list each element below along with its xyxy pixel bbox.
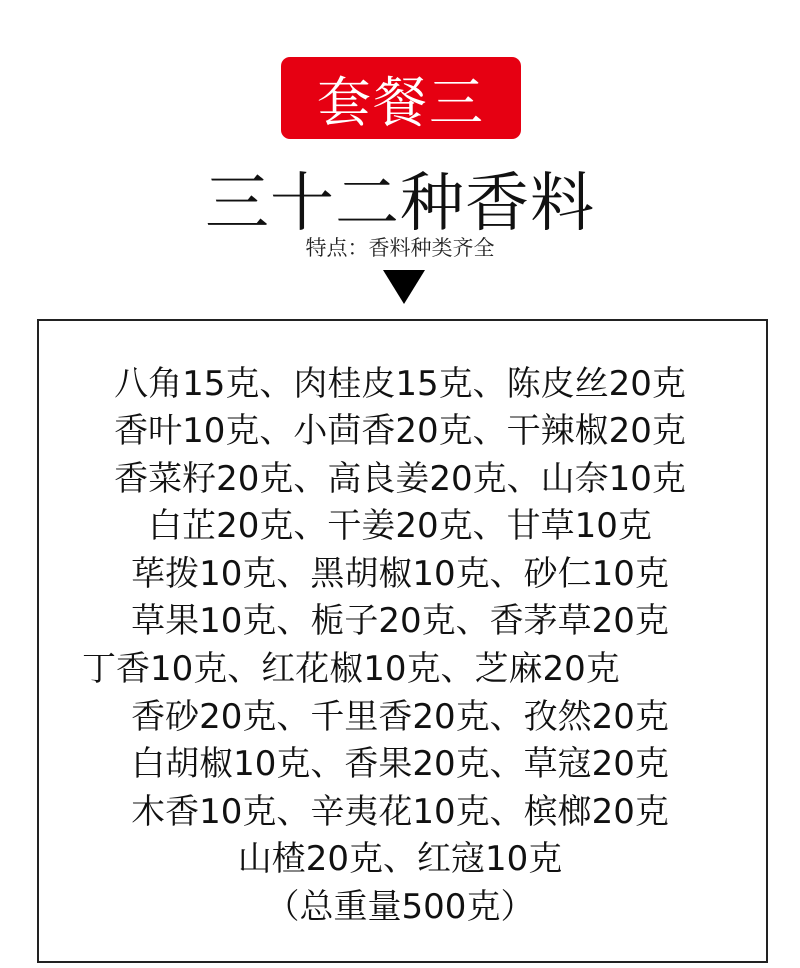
page-title: 三十二种香料	[205, 167, 595, 241]
ingredient-line: 草果10克、栀子20克、香茅草20克	[131, 601, 669, 641]
ingredient-line: 香叶10克、小茴香20克、干辣椒20克	[114, 411, 686, 451]
ingredient-line: 木香10克、辛夷花10克、槟榔20克	[131, 792, 669, 832]
ingredient-line: 白胡椒10克、香果20克、草寇20克	[131, 744, 669, 784]
page-subtitle: 特点：香料种类齐全	[305, 236, 495, 260]
total-weight: （总重量500克）	[265, 887, 535, 927]
ingredient-line: 八角15克、肉桂皮15克、陈皮丝20克	[114, 364, 686, 404]
down-triangle-icon	[383, 270, 425, 304]
ingredient-line: 白芷20克、干姜20克、甘草10克	[148, 506, 652, 546]
ingredient-line: 荜拨10克、黑胡椒10克、砂仁10克	[131, 554, 669, 594]
package-badge-label: 套餐三	[317, 70, 485, 134]
ingredient-line: 山楂20克、红寇10克	[237, 839, 563, 879]
ingredient-line: 香砂20克、千里香20克、孜然20克	[131, 697, 669, 737]
package-badge	[281, 57, 521, 139]
ingredient-line: 香菜籽20克、高良姜20克、山奈10克	[114, 459, 686, 499]
ingredient-line: 丁香10克、红花椒10克、芝麻20克	[82, 649, 620, 689]
